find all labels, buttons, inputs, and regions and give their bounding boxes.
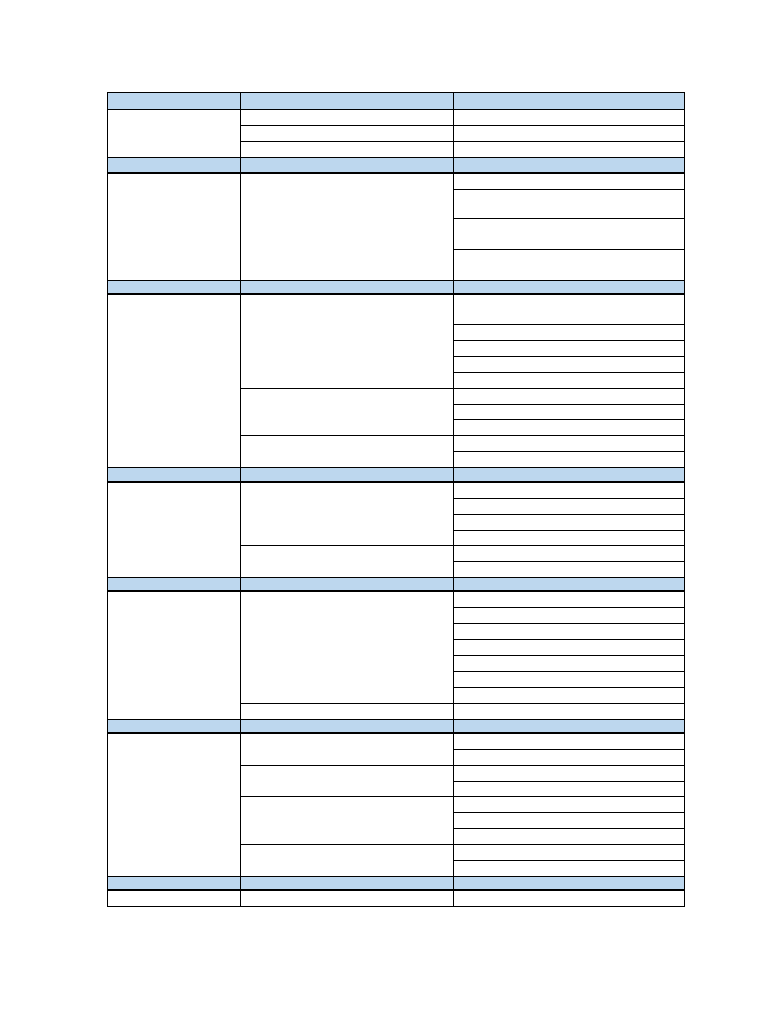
specific-cell [454, 325, 683, 339]
specific-cell [454, 420, 683, 434]
specific-cell [454, 640, 683, 654]
specific-row-divider [453, 812, 684, 813]
subarea-cell [241, 797, 452, 843]
specific-row-divider [453, 498, 684, 499]
subarea-cell [241, 126, 452, 140]
separator-band [107, 280, 684, 294]
subarea-divider [240, 545, 453, 546]
specific-cell [454, 750, 683, 764]
group-bottom-border [107, 577, 684, 578]
specific-cell [454, 608, 683, 622]
specific-cell [454, 861, 683, 875]
subarea-cell [241, 483, 452, 544]
area-cell [108, 110, 239, 156]
subarea-divider [240, 435, 453, 436]
column-header-area [108, 93, 239, 108]
specific-cell [454, 562, 683, 576]
subarea-cell [241, 142, 452, 156]
area-cell [108, 295, 239, 466]
separator-band [107, 577, 684, 591]
group-top-border [107, 172, 684, 174]
area-cell [108, 174, 239, 279]
specific-row-divider [453, 451, 684, 452]
separator-band [107, 157, 684, 173]
separator-band [107, 467, 684, 482]
subarea-cell [241, 110, 452, 124]
specific-row-divider [453, 340, 684, 341]
specific-cell [454, 891, 683, 905]
specific-cell [454, 250, 683, 279]
specific-cell [454, 845, 683, 859]
specific-cell [454, 515, 683, 529]
subarea-cell [241, 704, 452, 718]
subarea-divider [240, 844, 453, 845]
specific-cell [454, 546, 683, 560]
column-divider [240, 92, 241, 907]
specific-cell [454, 672, 683, 686]
separator-band [107, 876, 684, 890]
specific-row-divider [453, 419, 684, 420]
specific-cell [454, 766, 683, 780]
group-top-border [107, 732, 684, 734]
group-bottom-border [107, 906, 684, 907]
subarea-cell [241, 436, 452, 466]
specific-cell [454, 656, 683, 670]
group-bottom-border [107, 280, 684, 281]
specific-row-divider [453, 671, 684, 672]
subarea-cell [241, 592, 452, 702]
specific-row-divider [453, 561, 684, 562]
specific-cell [454, 734, 683, 748]
group-bottom-border [107, 157, 684, 158]
column-header-subarea-especifica [454, 93, 683, 108]
specific-row-divider [453, 324, 684, 325]
subarea-cell [241, 845, 452, 875]
specific-row-divider [453, 639, 684, 640]
specific-cell [454, 142, 683, 156]
specific-cell [454, 405, 683, 418]
subarea-cell [241, 546, 452, 576]
group-top-border [107, 889, 684, 891]
specific-row-divider [453, 844, 684, 845]
specific-row-divider [453, 703, 684, 704]
specific-row-divider [453, 189, 684, 190]
subarea-cell [241, 389, 452, 434]
area-cell [108, 734, 239, 875]
group-top-border [107, 481, 684, 483]
specific-row-divider [453, 687, 684, 688]
subarea-divider [240, 765, 453, 766]
subarea-cell [241, 734, 452, 764]
specific-cell [454, 174, 683, 188]
column-header-subarea [241, 93, 452, 108]
specific-cell [454, 704, 683, 718]
specific-cell [454, 190, 683, 217]
specific-row-divider [453, 749, 684, 750]
specific-row-divider [453, 796, 684, 797]
specific-cell [454, 295, 683, 323]
area-cell [108, 891, 239, 905]
subarea-divider [240, 703, 453, 704]
specific-cell [454, 389, 683, 403]
specific-cell [454, 373, 683, 387]
subarea-divider [240, 796, 453, 797]
specific-row-divider [453, 435, 684, 436]
subarea-cell [241, 891, 452, 905]
group-top-border [107, 590, 684, 592]
subarea-cell [241, 766, 452, 795]
specific-row-divider [453, 781, 684, 782]
specific-row-divider [453, 530, 684, 531]
specific-cell [454, 829, 683, 843]
specific-cell [454, 499, 683, 513]
specific-cell [454, 110, 683, 124]
specific-row-divider [453, 545, 684, 546]
specific-row-divider [453, 828, 684, 829]
specific-row-divider [453, 404, 684, 405]
specific-row-divider [453, 141, 684, 142]
specific-row-divider [453, 372, 684, 373]
specific-row-divider [453, 765, 684, 766]
group-bottom-border [107, 876, 684, 877]
specific-cell [454, 357, 683, 371]
group-bottom-border [107, 719, 684, 720]
subarea-cell [241, 295, 452, 387]
specific-cell [454, 688, 683, 702]
subarea-divider [240, 125, 453, 126]
specific-row-divider [453, 607, 684, 608]
specific-cell [454, 219, 683, 248]
specific-row-divider [453, 218, 684, 219]
table-outer-border [107, 92, 108, 907]
subarea-cell [241, 174, 452, 279]
specific-row-divider [453, 623, 684, 624]
group-bottom-border [107, 467, 684, 468]
group-top-border [107, 293, 684, 295]
column-divider [453, 92, 454, 907]
specific-cell [454, 624, 683, 638]
specific-row-divider [453, 514, 684, 515]
specific-cell [454, 436, 683, 450]
specific-cell [454, 126, 683, 140]
specific-cell [454, 592, 683, 606]
specific-cell [454, 531, 683, 544]
specific-row-divider [453, 356, 684, 357]
area-cell [108, 483, 239, 576]
group-top-border [107, 109, 684, 110]
specific-cell [454, 341, 683, 355]
specific-cell [454, 813, 683, 827]
subarea-divider [240, 388, 453, 389]
specific-cell [454, 782, 683, 795]
specific-cell [454, 452, 683, 466]
separator-band [107, 719, 684, 733]
subarea-divider [240, 141, 453, 142]
specific-row-divider [453, 860, 684, 861]
table-outer-border [684, 92, 685, 907]
specific-row-divider [453, 249, 684, 250]
specific-row-divider [453, 388, 684, 389]
area-cell [108, 592, 239, 718]
specific-cell [454, 797, 683, 811]
specific-row-divider [453, 125, 684, 126]
specific-row-divider [453, 655, 684, 656]
specific-cell [454, 483, 683, 497]
